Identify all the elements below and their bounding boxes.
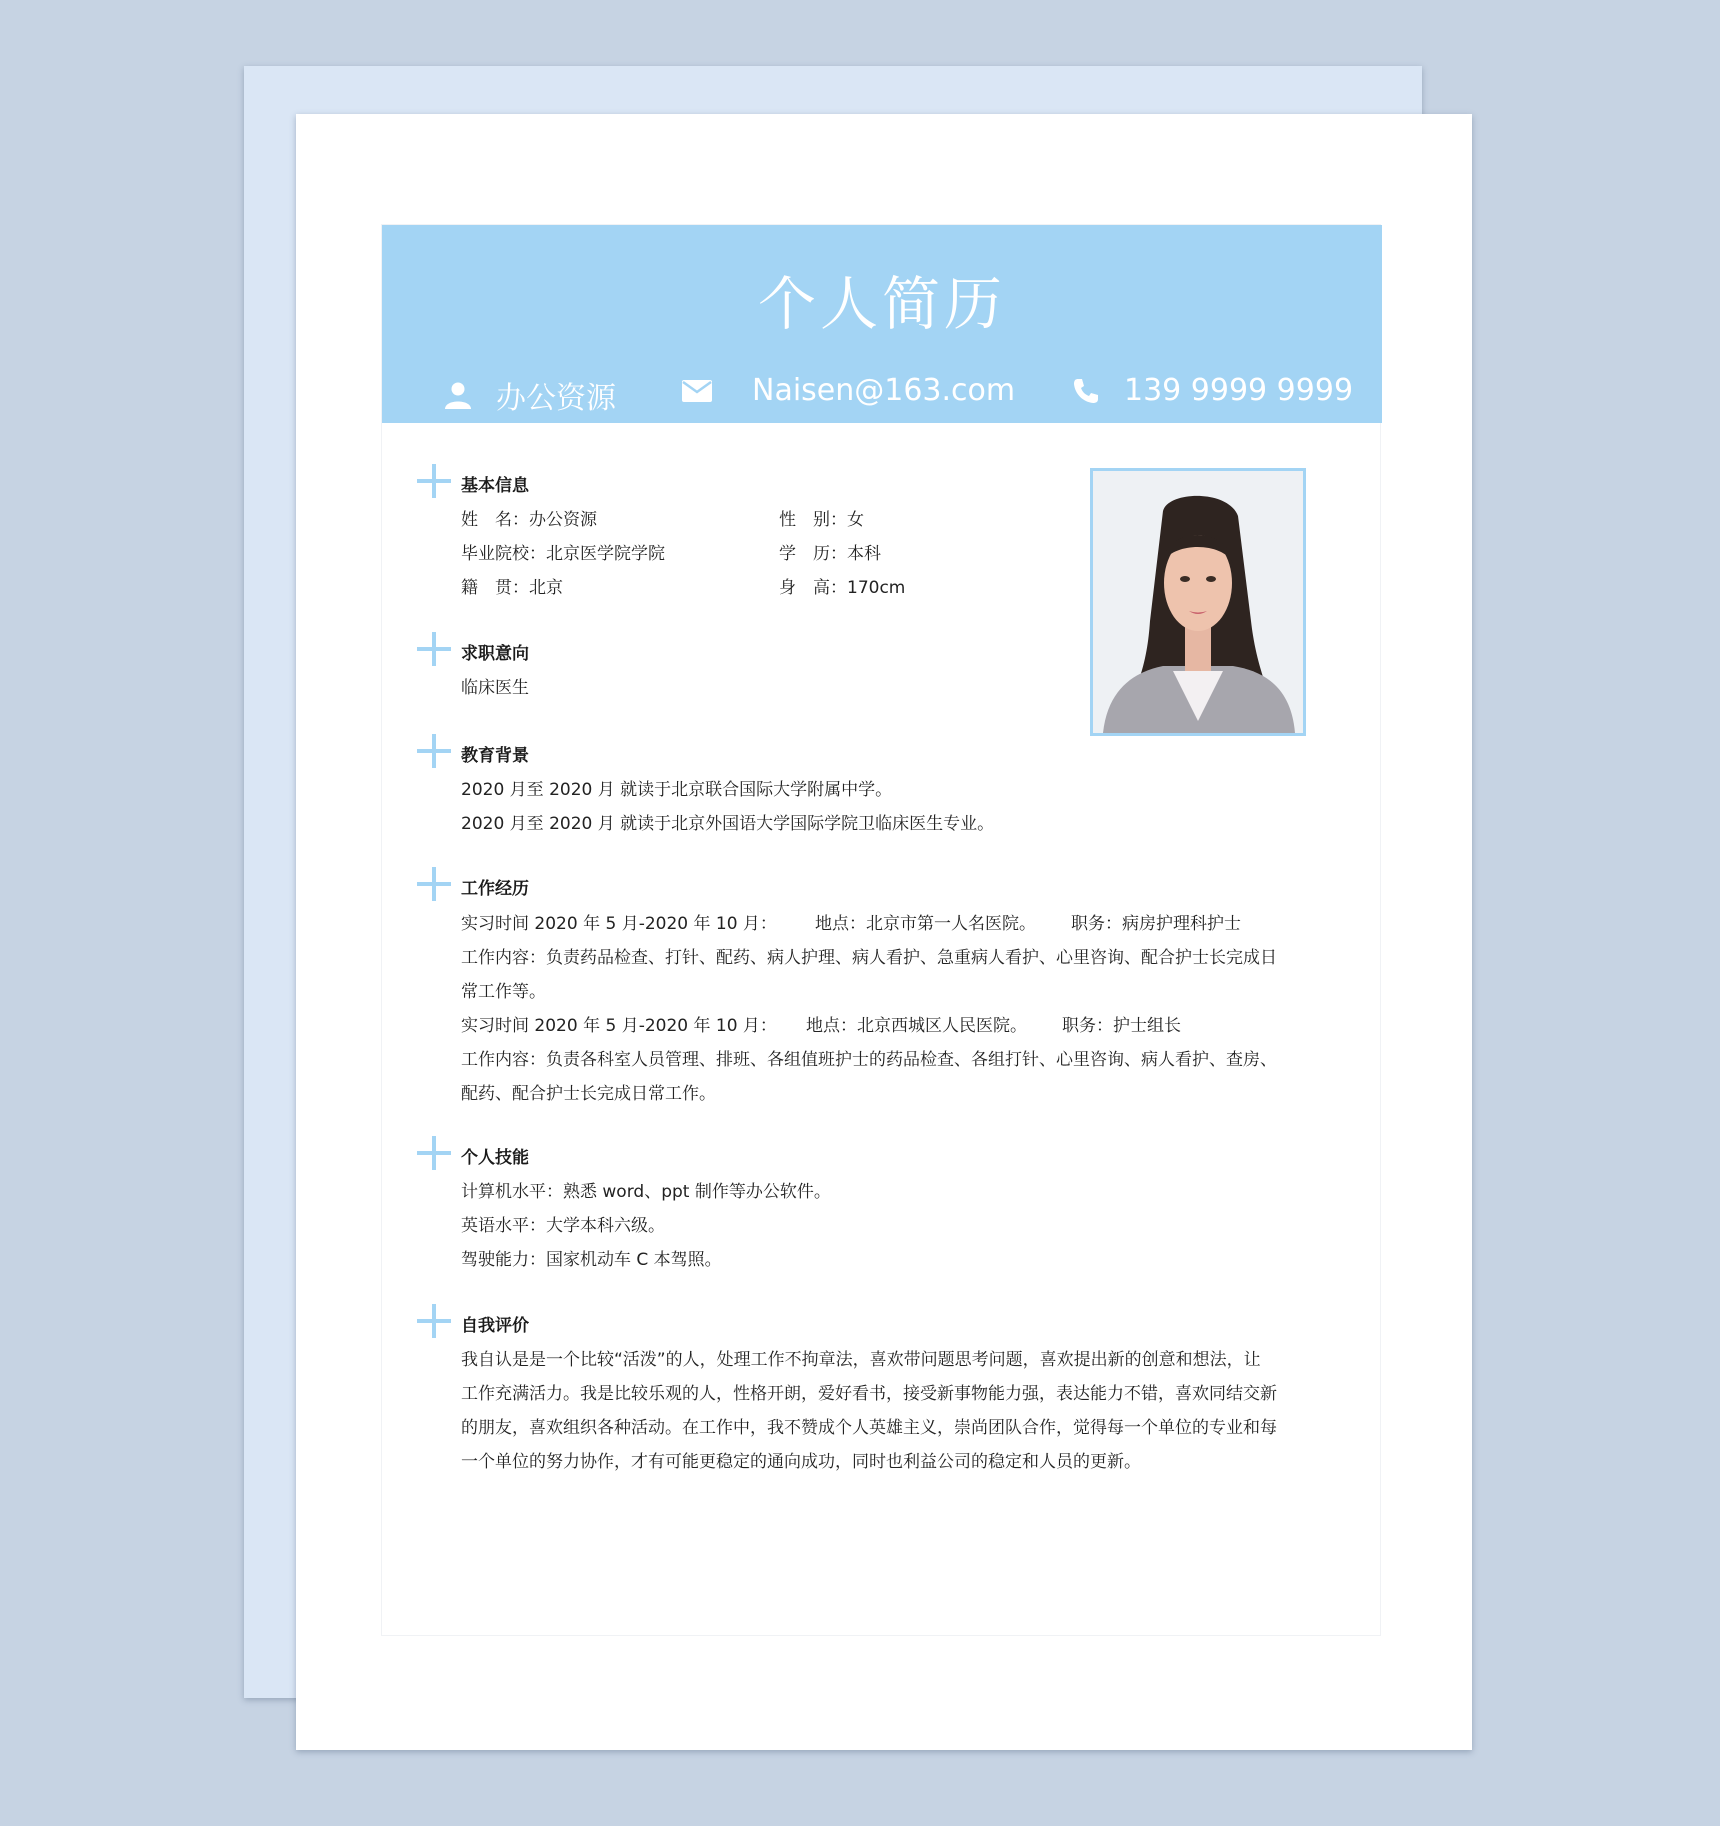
self-eval-line: 我自认是是一个比较“活泼”的人，处理工作不拘章法，喜欢带问题思考问题，喜欢提出新的创意和想法，让 [461,1350,1261,1370]
contact-email-text[interactable]: Naisen@163.com [752,373,1016,408]
contact-name [444,373,616,417]
origin-row [461,573,563,598]
name-value: 办公资源 [529,510,597,530]
self-eval-line: 一个单位的努力协作，才有可能更稳定的通向成功，同时也利益公司的稳定和人员的更新。 [461,1452,1141,1472]
basic-info-title: 基本信息 [461,476,529,496]
work-plus-icon [417,867,451,901]
height-label: 身 高： [779,578,847,598]
job-intent-title: 求职意向 [461,644,529,664]
skills-title: 个人技能 [461,1148,529,1168]
job-2-role: 职务：护士组长 [1062,1016,1181,1036]
job-1-content-cont: 常工作等。 [461,982,546,1002]
job-1-time: 实习时间 2020 年 5 月-2020 年 10 月： [461,914,777,934]
name-row [461,505,597,530]
education-plus-icon [417,734,451,768]
self-eval-plus-icon [417,1304,451,1338]
resume-page [296,114,1472,1750]
education-item: 2020 月至 2020 月 就读于北京外国语大学国际学院卫临床医生专业。 [461,814,995,834]
origin-label: 籍 贯： [461,578,529,598]
contact-phone [1072,373,1353,408]
skill-item: 英语水平：大学本科六级。 [461,1216,665,1236]
self-eval-title: 自我评价 [461,1316,529,1336]
education-title: 教育背景 [461,746,529,766]
phone-icon [1072,377,1100,405]
job-1-role: 职务：病房护理科护士 [1071,914,1241,934]
contact-phone-text[interactable]: 139 9999 9999 [1124,373,1354,408]
mail-icon [682,380,712,402]
school-row [461,539,665,564]
skills-plus-icon [417,1136,451,1170]
gender-label: 性 别： [779,510,847,530]
contact-email [682,373,1015,408]
degree-value: 本科 [847,544,881,564]
job-intent-plus-icon [417,632,451,666]
self-eval-line: 的朋友，喜欢组织各种活动。在工作中，我不赞成个人英雄主义，崇尚团队合作，觉得每一个单位的专业和每 [461,1418,1277,1438]
job-2-time: 实习时间 2020 年 5 月-2020 年 10 月： [461,1016,777,1036]
self-eval-line: 工作充满活力。我是比较乐观的人，性格开朗，爱好看书，接受新事物能力强，表达能力不错，喜欢同结交新 [461,1384,1277,1404]
name-label: 姓 名： [461,510,529,530]
school-label: 毕业院校： [461,544,546,564]
school-value: 北京医学院学院 [546,544,665,564]
profile-photo [1090,468,1306,736]
job-1-place: 地点：北京市第一人名医院。 [815,914,1036,934]
degree-label: 学 历： [779,544,847,564]
origin-value: 北京 [529,578,563,598]
degree-row [779,539,881,564]
contact-name-text: 办公资源 [496,381,616,416]
job-2-content: 工作内容：负责各科室人员管理、排班、各组值班护士的药品检查、各组打针、心里咨询、病人看护、查房、 [461,1050,1277,1070]
job-1-content: 工作内容：负责药品检查、打针、配药、病人护理、病人看护、急重病人看护、心里咨询、配合护士长完成日 [461,948,1277,968]
job-2-content-cont: 配药、配合护士长完成日常工作。 [461,1084,716,1104]
skill-item: 驾驶能力：国家机动车 C 本驾照。 [461,1250,722,1270]
height-value: 170cm [847,578,906,598]
gender-row [779,505,864,530]
job-intent-value: 临床医生 [461,678,529,698]
skill-item: 计算机水平：熟悉 word、ppt 制作等办公软件。 [461,1182,831,1202]
resume-document [381,224,1381,1636]
resume-header [382,225,1382,423]
work-title: 工作经历 [461,879,529,899]
basic-info-plus-icon [417,464,451,498]
education-item: 2020 月至 2020 月 就读于北京联合国际大学附属中学。 [461,780,893,800]
resume-title: 个人简历 [757,270,1006,338]
gender-value: 女 [847,510,864,530]
height-row [779,573,905,598]
job-2-place: 地点：北京西城区人民医院。 [806,1016,1027,1036]
person-icon [444,381,472,409]
